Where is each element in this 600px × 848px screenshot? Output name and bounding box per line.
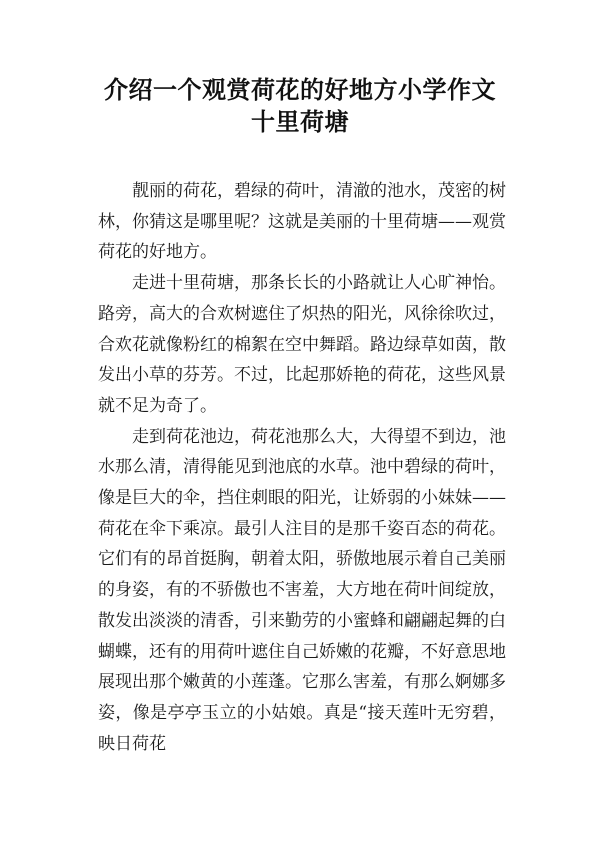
paragraph-2: 走进十里荷塘，那条长长的小路就让人心旷神怡。路旁，高大的合欢树遮住了炽热的阳光，风徐徐吹过，合欢花就像粉红的棉絮在空中舞蹈。路边绿草如茵，散发出小草的芬芳。不过，比起那娇艳的荷花，这些风景就不足为奇了。	[98, 273, 506, 416]
document-title	[0, 74, 600, 138]
document-body	[98, 176, 506, 759]
title-line-2: 十里荷塘	[251, 108, 349, 136]
title-line-1: 介绍一个观赏荷花的好地方小学作文	[104, 76, 496, 104]
paragraph-3: 走到荷花池边，荷花池那么大，大得望不到边，池水那么清，清得能见到池底的水草。池中碧绿的荷叶，像是巨大的伞，挡住刺眼的阳光，让娇弱的小妹妹——荷花在伞下乘凉。最引人注目的是那千姿百态的荷花。它们有的昂首挺胸，朝着太阳，骄傲地展示着自己美丽的身姿，有的不骄傲也不害羞，大方地在荷叶间绽放，散发出淡淡的清香，引来勤劳的小蜜蜂和翩翩起舞的白蝴蝶，还有的用荷叶遮住自己娇嫩的花瓣，不好意思地展现出那个嫩黄的小莲蓬。它那么害羞，有那么婀娜多姿，像是亭亭玉立的小姑娘。真是“接天莲叶无穷碧，映日荷花	[98, 426, 506, 754]
paragraph-1: 靓丽的荷花，碧绿的荷叶，清澈的池水，茂密的树林，你猜这是哪里呢？这就是美丽的十里荷塘——观赏荷花的好地方。	[98, 181, 506, 263]
